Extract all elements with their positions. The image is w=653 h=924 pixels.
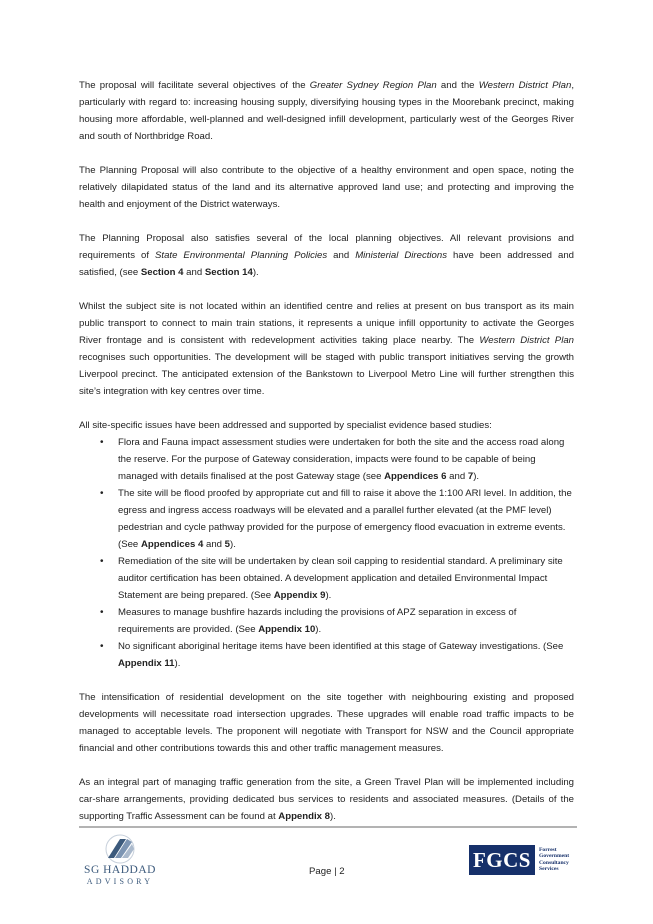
text-run: No significant aboriginal heritage items have been identified at this stage of Gateway investigations. (See xyxy=(118,641,564,652)
list-item-flood xyxy=(79,485,574,553)
italic-title: State Environmental Planning Policies xyxy=(155,250,328,261)
text-run: Whilst the subject site is not located within an identified centre and relies at present on bus transport as its main public transport to connect to main train stations, it represents a unique infill opportunity to activate the Georges River frontage and is consistent with redevelopment activities taking place nearby. The xyxy=(79,301,574,346)
paragraph-objectives xyxy=(79,77,574,145)
italic-title: Western District Plan xyxy=(479,335,574,346)
text-run: ). xyxy=(174,658,181,669)
text-run: have been addressed and satisfied, (see xyxy=(79,250,575,278)
document-body xyxy=(79,77,574,825)
page-number: Page | 2 xyxy=(309,866,345,877)
text-run: ). xyxy=(473,471,480,482)
site-issues-list xyxy=(79,434,574,672)
text-run: , particularly with regard to: increasing housing supply, diversifying housing types in the Moorebank precinct, making housing more affordable, well-planned and well-designed infill development, particularly west of the Georges River and south of Northbridge Road. xyxy=(79,80,575,142)
paragraph-site-issues-intro xyxy=(79,417,574,434)
text-run: ). xyxy=(325,590,332,601)
text-run: ). xyxy=(230,539,236,550)
logo-left-subtitle: ADVISORY xyxy=(86,877,154,886)
text-run: and xyxy=(203,539,225,550)
text-run: ). xyxy=(252,267,259,278)
text-run: recognises such opportunities. The development will be staged with public transport initiatives serving the growth Liverpool precinct. The anticipated extension of the Bankstown to Liverpool Metro Line will further strengthen this site’s integration with key centres over time. xyxy=(79,352,574,397)
bold-reference: Appendix 8 xyxy=(278,811,330,822)
italic-title: Greater Sydney Region Plan xyxy=(309,80,437,91)
fgcs-mark: FGCS xyxy=(469,845,535,875)
text-run: Measures to manage bushfire hazards including the provisions of APZ separation in excess of requirements are provided. (See xyxy=(118,607,517,635)
text-run: The Planning Proposal also satisfies several of the local planning objectives. All relevant provisions and requirements of xyxy=(79,233,574,261)
paragraph-green-travel xyxy=(79,774,574,825)
paragraph-local-planning xyxy=(79,230,574,281)
fgcs-line: Services xyxy=(539,866,559,873)
italic-title: Ministerial Directions xyxy=(355,250,448,261)
paragraph-traffic xyxy=(79,689,574,757)
text-run: Flora and Fauna impact assessment studies were undertaken for both the site and the access road along the reserve. For the purpose of Gateway consideration, impacts were found to be capable of being managed with details finalised at the post Gateway stage (see xyxy=(118,437,565,482)
logo-left-name: SG HADDAD xyxy=(84,864,156,876)
sg-haddad-logo xyxy=(80,834,160,886)
text-run: The Planning Proposal will also contribute to the objective of a healthy environment and open space, noting the relatively dilapidated status of the land and its alternative approved land use; and protecting and improving the health and enjoyment of the District waterways. xyxy=(79,165,574,210)
text-run: and xyxy=(183,267,205,278)
text-run: The proposal will facilitate several objectives of the xyxy=(79,80,310,91)
text-run: and the xyxy=(436,80,479,91)
list-item-heritage xyxy=(79,638,574,672)
sg-haddad-emblem-icon xyxy=(80,834,160,866)
text-run: and xyxy=(327,250,356,261)
text-run: Remediation of the site will be undertaken by clean soil capping to residential standard. A preliminary site auditor certification has been obtained. A development application and detailed Environmental Impact Statement are being prepared. (See xyxy=(118,556,563,601)
text-run: The intensification of residential development on the site together with neighbouring existing and proposed developments will necessitate road intersection upgrades. These upgrades will enable road traffic impacts to be managed to acceptable levels. The proponent will negotiate with Transport for NSW and the Council appropriate financial and other contributions towards this and other traffic management measures. xyxy=(79,692,574,754)
list-item-bushfire xyxy=(79,604,574,638)
bold-reference: Appendices 6 xyxy=(384,471,447,482)
bold-reference: 5 xyxy=(224,539,231,550)
bold-reference: Section 4 xyxy=(140,267,184,278)
text-run: ). xyxy=(315,624,322,635)
footer-divider xyxy=(79,826,577,828)
paragraph-transport xyxy=(79,298,574,400)
list-item-remediation xyxy=(79,553,574,604)
list-item-flora-fauna xyxy=(79,434,574,485)
fgcs-line: Government xyxy=(539,853,570,860)
fgcs-logo xyxy=(469,845,579,879)
bold-reference: Appendices 4 xyxy=(140,539,204,550)
text-run: All site-specific issues have been addressed and supported by specialist evidence based studies: xyxy=(79,420,492,431)
fgcs-line: Consultancy xyxy=(539,859,569,866)
bold-reference: Section 14 xyxy=(204,267,253,278)
text-run: and xyxy=(446,471,468,482)
text-run: ). xyxy=(330,811,336,822)
fgcs-line: Forrest xyxy=(539,847,557,853)
fgcs-name-lines xyxy=(539,847,569,873)
text-run: As an integral part of managing traffic generation from the site, a Green Travel Plan will be implemented including car-share arrangements, providing dedicated bus services to residents and associated measures. (Details of the supporting Traffic Assessment can be found at xyxy=(79,777,574,822)
bold-reference: 7 xyxy=(467,471,474,482)
italic-title: Western District Plan xyxy=(478,80,572,91)
bold-reference: Appendix 10 xyxy=(258,624,316,635)
bold-reference: Appendix 11 xyxy=(118,658,175,669)
bold-reference: Appendix 9 xyxy=(273,590,326,601)
text-run: The site will be flood proofed by appropriate cut and fill to raise it above the 1:100 ARI level. In addition, the egress and ingress access roadways will be elevated and a parallel further elevated (at the PMF level) pedestrian and cycle pathway provided for the purpose of emergency flood evacuation in extreme events. (See xyxy=(118,488,572,550)
paragraph-environment xyxy=(79,162,574,213)
